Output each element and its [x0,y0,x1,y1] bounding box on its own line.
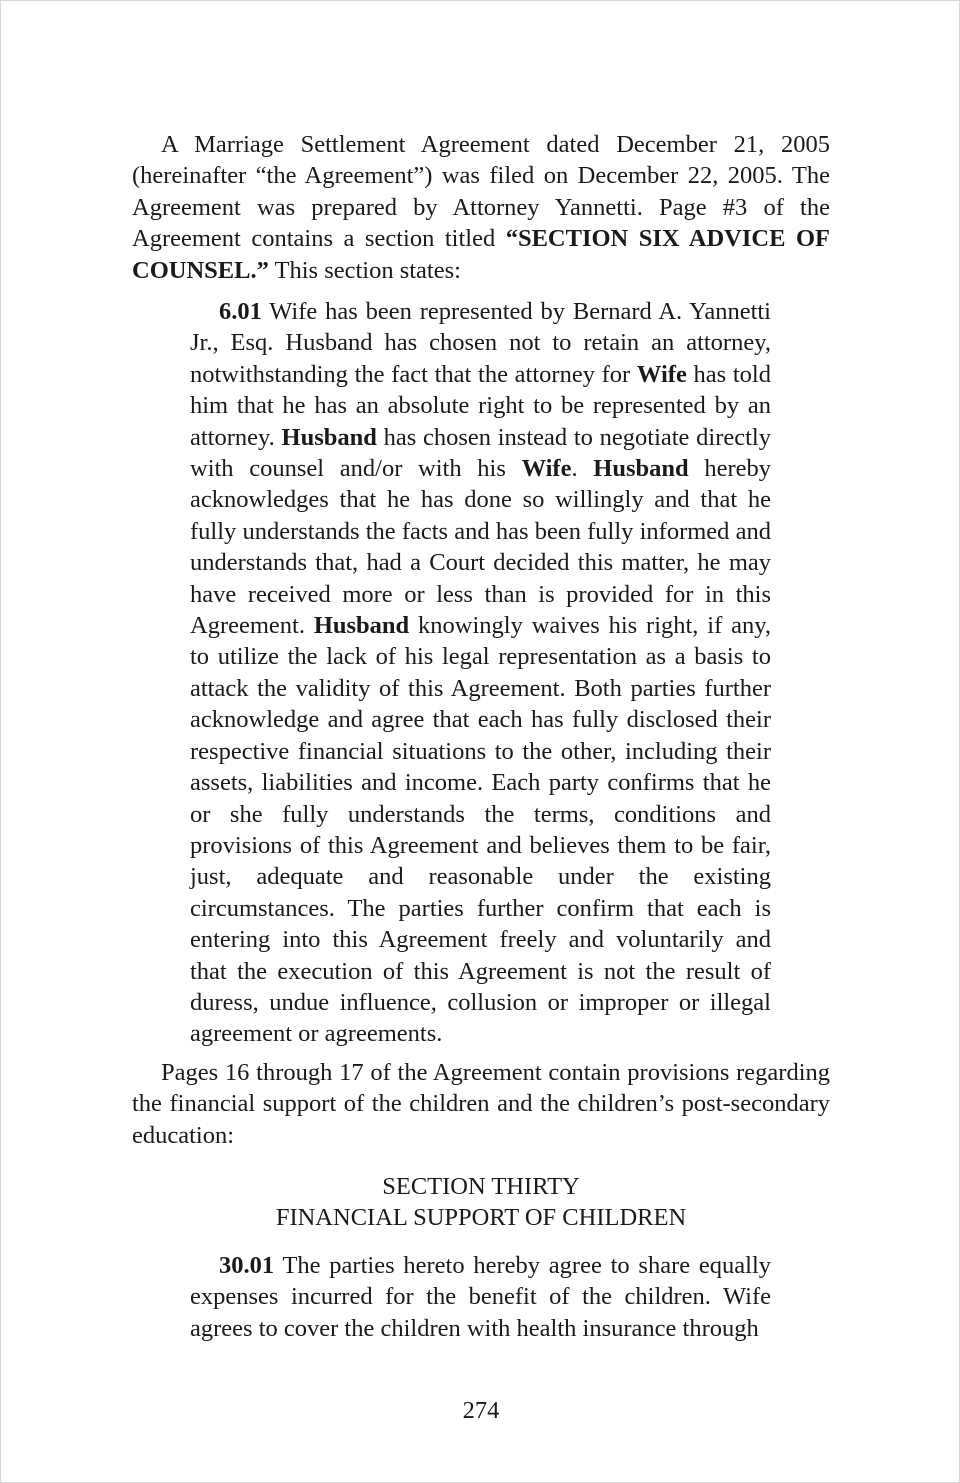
section-thirty-heading [132,1171,830,1234]
heading-line-2: FINANCIAL SUPPORT OF CHILDREN [275,1204,687,1232]
bold-term-wife: Wife [636,360,687,388]
heading-line-1: SECTION THIRTY [382,1173,580,1200]
intro-text-1: A Marriage Settlement Agreement dated December 21, 2005 (hereinafter “the Agreement”) was filed on December 22, 2005. The Agreement was prepared by Attorney Yannetti. Page #3 of the Agreement contains a section titled [132,131,830,253]
page-number: 274 [462,1397,500,1424]
intro-text-2: This section states: [268,256,461,284]
clause-text: The parties hereto hereby agree to share equally expenses incurred for the benefit of the children. Wife agrees to cover the children with health insurance through [190,1252,771,1342]
clause-text: Wife has been represented by Bernard A. Yannetti Jr., Esq. Husband has chosen not to retain an attorney, notwithstanding the fact that the attorney for [190,298,771,388]
clause-text: knowingly waives his right, if any, to utilize the lack of his legal representation as a basis to attack the validity of this Agreement. Both parties further acknowledge and agree that each has fully disclosed their respective financial situations to the other, including their assets, liabilities and income. Each party confirms that he or she fully understands the terms, conditions and provisions of this Agreement and believes them to be fair, just, adequate and reasonable under the existing circumstances. The parties further confirm that each is entering into this Agreement freely and voluntarily and that the execution of this Agreement is not the result of duress, undue influence, collusion or improper or illegal agreement or agreements. [190,612,772,1048]
section-6-01-quote [190,296,771,1050]
clause-number-30-01: 30.01 [219,1252,275,1279]
clause-text: has chosen instead to negotiate directly with counsel and/or with his [190,423,771,483]
section-30-01-quote [190,1250,771,1344]
clause-number-6-01: 6.01 [219,298,262,325]
section-six-title: “SECTION SIX ADVICE OF COUNSEL.” [132,225,830,284]
bold-term-husband: Husband [593,455,689,483]
pages-16-17-paragraph: Pages 16 through 17 of the Agreement contain provisions regarding the financial support of the children and the children’s post-secondary education: [132,1059,830,1149]
bold-term-wife: Wife [521,455,572,483]
bold-term-husband: Husband [281,423,377,451]
bold-term-husband: Husband [313,612,410,640]
intro-paragraph [132,129,830,286]
clause-text: has told him that he has an absolute right to be represented by an attorney. [190,360,771,451]
clause-text: . [571,455,594,483]
clause-text: hereby acknowledges that he has done so willingly and that he fully understands the facts and has been fully informed and understands that, had a Court decided this matter, he may have received more or less than is provided for in this Agreement. [190,455,771,640]
